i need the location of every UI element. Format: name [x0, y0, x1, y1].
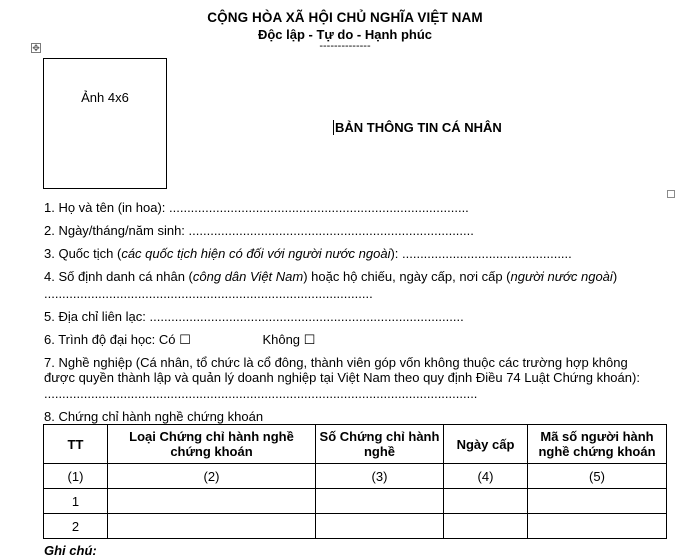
- field-university-degree-no-label: Không: [262, 332, 301, 347]
- national-motto: Độc lập - Tự do - Hạnh phúc: [257, 27, 433, 42]
- table-cell[interactable]: [528, 514, 667, 539]
- table-cell[interactable]: [444, 514, 528, 539]
- table-move-handle-icon[interactable]: ✥: [32, 43, 40, 53]
- document-title[interactable]: BẢN THÔNG TIN CÁ NHÂN: [335, 120, 502, 135]
- table-header-row: [44, 425, 667, 464]
- field-occupation-dots[interactable]: ........................................................................................................................: [44, 386, 478, 401]
- table-column-number: (1): [44, 464, 108, 489]
- field-nationality-label: 3. Quốc tịch (: [44, 246, 122, 261]
- table-cell[interactable]: [316, 489, 444, 514]
- table-header-cell: Mã số người hành nghề chứng khoán: [528, 425, 667, 464]
- footer-note-partial: Ghi chú:: [44, 543, 97, 558]
- field-personal-id-note-citizen: công dân Việt Nam: [192, 269, 304, 284]
- field-university-degree-label: 6. Trình độ đại học: Có: [44, 332, 176, 347]
- field-contact-address[interactable]: 5. Địa chỉ liên lạc: .......................................................................................: [44, 309, 464, 324]
- field-personal-id-passport: ) hoặc hộ chiếu, ngày cấp, nơi cấp (: [303, 269, 511, 284]
- field-personal-id[interactable]: [44, 269, 617, 284]
- table-cell[interactable]: [108, 514, 316, 539]
- checkbox-degree-yes[interactable]: ☐: [179, 332, 191, 347]
- field-personal-id-note-foreigner: người nước ngoài: [510, 269, 613, 284]
- table-header-cell: Số Chứng chỉ hành nghề: [316, 425, 444, 464]
- table-header-cell: Loại Chứng chỉ hành nghề chứng khoán: [108, 425, 316, 464]
- photo-placeholder-box: [43, 58, 167, 189]
- field-university-degree: [44, 332, 315, 347]
- table-resize-handle-icon[interactable]: [667, 190, 675, 198]
- table-cell[interactable]: 1: [44, 489, 108, 514]
- table-column-number: (3): [316, 464, 444, 489]
- table-cell[interactable]: [316, 514, 444, 539]
- table-header-cell: Ngày cấp: [444, 425, 528, 464]
- certificate-table-wrap: [43, 424, 666, 539]
- table-cell[interactable]: [444, 489, 528, 514]
- table-header-cell: TT: [44, 425, 108, 464]
- table-cell[interactable]: [528, 489, 667, 514]
- table-column-number-row: [44, 464, 667, 489]
- table-column-number: (2): [108, 464, 316, 489]
- field-full-name[interactable]: 1. Họ và tên (in hoa): ...................................................................................: [44, 200, 469, 215]
- field-nationality-dots: ): ...............................................: [390, 246, 572, 261]
- field-nationality-note: các quốc tịch hiện có đối với người nước ngoài: [121, 246, 391, 261]
- table-cell[interactable]: [108, 489, 316, 514]
- checkbox-degree-no[interactable]: ☐: [303, 332, 316, 347]
- table-cell[interactable]: 2: [44, 514, 108, 539]
- photo-label: Ảnh 4x6: [81, 90, 129, 105]
- field-personal-id-close: ): [612, 269, 618, 284]
- header-divider: --------------: [319, 40, 371, 52]
- national-title: CỘNG HÒA XÃ HỘI CHỦ NGHĨA VIỆT NAM: [207, 10, 483, 25]
- field-occupation-line1: 7. Nghề nghiệp (Cá nhân, tổ chức là cổ đông, thành viên góp vốn không thuộc các trường hợp không: [44, 355, 628, 370]
- table-row: [44, 514, 667, 539]
- table-row: [44, 489, 667, 514]
- table-column-number: (5): [528, 464, 667, 489]
- field-date-of-birth[interactable]: 2. Ngày/tháng/năm sinh: ...............................................................................: [44, 223, 474, 238]
- field-personal-id-dots[interactable]: ...........................................................................................: [44, 286, 373, 301]
- field-securities-certificate-heading: 8. Chứng chỉ hành nghề chứng khoán: [44, 409, 264, 424]
- field-nationality[interactable]: [44, 246, 572, 261]
- certificate-table: [43, 424, 667, 539]
- field-occupation-line2: được quyền thành lập và quản lý doanh nghiệp tại Việt Nam theo quy định Điều 74 Luật Chứng khoán):: [44, 370, 640, 385]
- table-column-number: (4): [444, 464, 528, 489]
- field-personal-id-label: 4. Số định danh cá nhân (: [44, 269, 193, 284]
